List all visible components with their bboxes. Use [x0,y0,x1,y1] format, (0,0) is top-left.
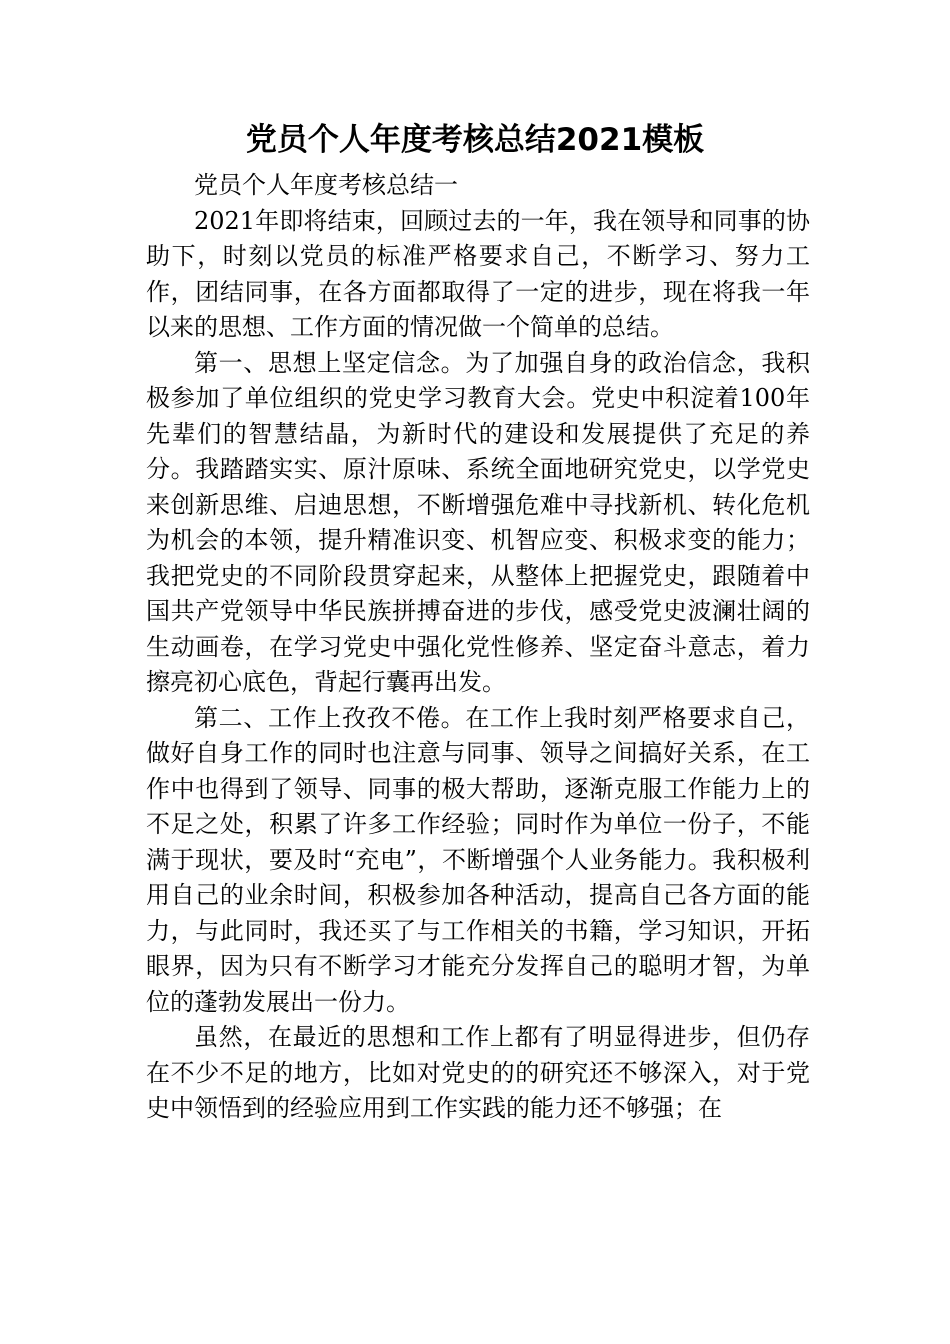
paragraph-intro: 2021年即将结束，回顾过去的一年，我在领导和同事的协助下，时刻以党员的标准严格要求自己，不断学习、努力工作，团结同事，在各方面都取得了一定的进步，现在将我一年以来的思想、工作方面的情况做一个简单的总结。 [146,206,810,341]
document-body [146,168,810,1127]
document-title: 党员个人年度考核总结2021模板 [245,122,705,158]
paragraph-work: 第二、工作上孜孜不倦。在工作上我时刻严格要求自己，做好自身工作的同时也注意与同事、领导之间搞好关系，在工作中也得到了领导、同事的极大帮助，逐渐克服工作能力上的不足之处，积累了许多工作经验；同时作为单位一份子，不能满于现状，要及时“充电”，不断增强个人业务能力。我积极利用自己的业余时间，积极参加各种活动，提高自己各方面的能力，与此同时，我还买了与工作相关的书籍，学习知识，开拓眼界，因为只有不断学习才能充分发挥自己的聪明才智，为单位的蓬勃发展出一份力。 [146,703,810,1016]
paragraph-ideology: 第一、思想上坚定信念。为了加强自身的政治信念，我积极参加了单位组织的党史学习教育大会。党史中积淀着100年先辈们的智慧结晶，为新时代的建设和发展提供了充足的养分。我踏踏实实、原汁原味、系统全面地研究党史，以学党史来创新思维、启迪思想，不断增强危难中寻找新机、转化危机为机会的本领，提升精准识变、机智应变、积极求变的能力；我把党史的不同阶段贯穿起来，从整体上把握党史，跟随着中国共产党领导中华民族拼搏奋进的步伐，感受党史波澜壮阔的生动画卷，在学习党史中强化党性修养、坚定奋斗意志，着力擦亮初心底色，背起行囊再出发。 [146,348,810,696]
paragraph-shortcomings: 虽然，在最近的思想和工作上都有了明显得进步，但仍存在不少不足的地方，比如对党史的的研究还不够深入，对于党史中领悟到的经验应用到工作实践的能力还不够强；在 [146,1023,810,1122]
section-heading: 党员个人年度考核总结一 [194,171,458,199]
